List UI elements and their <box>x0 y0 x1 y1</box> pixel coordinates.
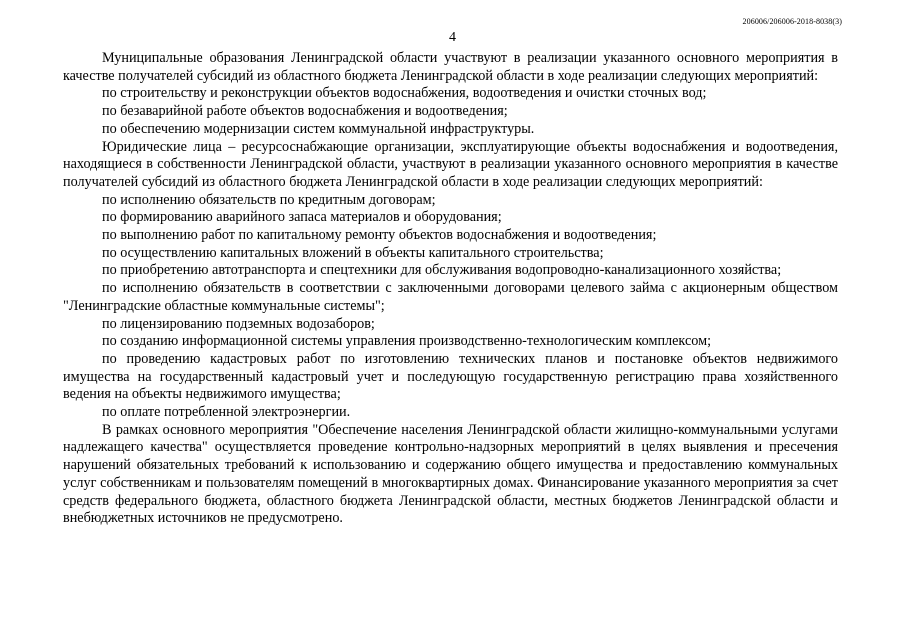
list-item: по оплате потребленной электроэнергии. <box>102 404 351 421</box>
list-item: по приобретению автотранспорта и спецтехники для обслуживания водопроводно-канализационного хозяйства; <box>102 262 782 279</box>
document-code: 206006/206006-2018-8038(3) <box>742 17 842 26</box>
paragraph-legal-entities: Юридические лица – ресурсоснабжающие организации, эксплуатирующие объекты водоснабжения и водоотведения, находящиеся в собственности Ленинградской области, участвуют в реализации указанного основного мероприятия в качестве получателей субсидий из областного бюджета Ленинградской области в ходе реализации следующих мероприятий: <box>63 138 838 190</box>
list-item: по безаварийной работе объектов водоснабжения и водоотведения; <box>102 103 508 120</box>
page-number: 4 <box>449 30 456 45</box>
list-item: по обеспечению модернизации систем коммунальной инфраструктуры. <box>102 120 535 137</box>
list-item: по исполнению обязательств по кредитным договорам; <box>102 191 436 208</box>
list-item: по созданию информационной системы управления производственно-технологическим комплексом; <box>102 333 712 350</box>
list-item: по проведению кадастровых работ по изготовлению технических планов и постановке объектов недвижимого имущества на государственный кадастровый учет и последующую государственную регистрацию права хозяйственного ведения на объекты недвижимого имущества; <box>63 350 838 403</box>
list-item: по лицензированию подземных водозаборов; <box>102 315 375 332</box>
list-item: по исполнению обязательств в соответствии с заключенными договорами целевого займа с акционерным обществом "Ленинградские областные коммунальные системы"; <box>63 280 838 314</box>
document-body <box>63 50 838 528</box>
list-item: по строительству и реконструкции объектов водоснабжения, водоотведения и очистки сточных вод; <box>102 85 707 102</box>
list-item: по формированию аварийного запаса материалов и оборудования; <box>102 209 502 226</box>
paragraph-control-measures: В рамках основного мероприятия "Обеспечение населения Ленинградской области жилищно-коммунальными услугами надлежащего качества" осуществляется проведение контрольно-надзорных мероприятий в целях выявления и пресечения нарушений обязательных требований к использованию и содержанию общего имущества и предоставлению коммунальных услуг собственникам и пользователям помещений в многоквартирных домах. Финансирование указанного мероприятия за счет средств федерального бюджета, областного бюджета Ленинградской области, местных бюджетов Ленинградской области и внебюджетных источников не предусмотрено. <box>63 421 838 527</box>
list-item: по выполнению работ по капитальному ремонту объектов водоснабжения и водоотведения; <box>102 227 657 244</box>
paragraph-municipal-participation: Муниципальные образования Ленинградской области участвуют в реализации указанного основного мероприятия в качестве получателей субсидий из областного бюджета Ленинградской области в ходе реализации следующих мероприятий: <box>63 50 838 84</box>
list-item: по осуществлению капитальных вложений в объекты капитального строительства; <box>102 244 604 261</box>
